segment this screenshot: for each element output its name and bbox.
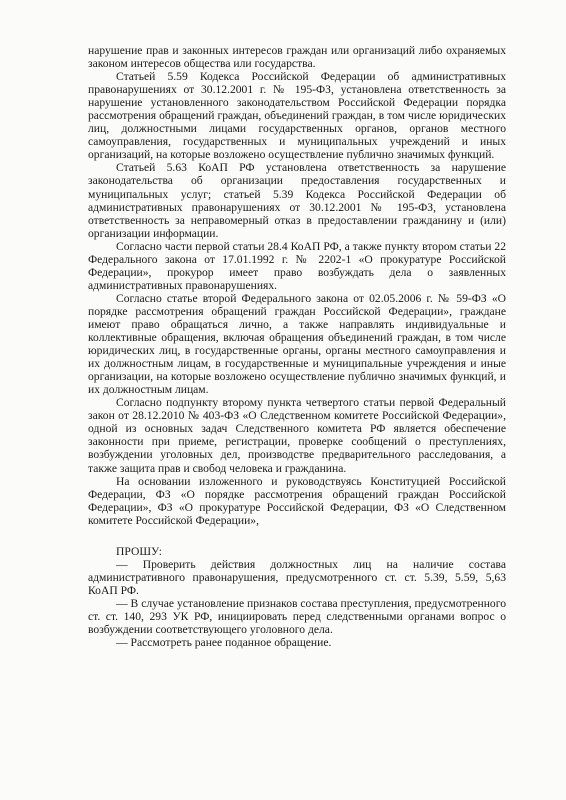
paragraph-intro-continuation: нарушение прав и законных интересов граждан или организаций либо охраняемых законом интересов общества или государства. [88,44,506,71]
paragraph-grounds: На основании изложенного и руководствуясь Конституцией Российской Федерации, ФЗ «О порядке рассмотрения обращений граждан Российской Федерации», ФЗ «О прокуратуре Российской Федерации, ФЗ «О Следственном комитете Российской Федерации», [88,474,506,527]
paragraph-article-5-63: Статьей 5.63 КоАП РФ установлена ответственность за нарушение законодательства об организации предоставления государственных и муниципальных услуг; статьей 5.39 Кодекса Российской Федерации об административных правонарушениях от 30.12.2001 № 195-ФЗ, установлена ответственность за неправомерный отказ в предоставлении гражданину и (или) организации информации. [88,161,506,240]
paragraph-article-28-4: Согласно части первой статьи 28.4 КоАП РФ, а также пункту втором статьи 22 Федерального закона от 17.01.1992 г. № 2202-1 «О прокуратуре Российской Федерации», прокурор имеет право возбуждать дела о заявленных административных правонарушениях. [88,239,506,292]
paragraph-article-5-59: Статьей 5.59 Кодекса Российской Федерации об административных правонарушениях от 30.12.2001 г. № 195-ФЗ, установлена ответственность за нарушение установленного законодательством Российской Федерации порядка рассмотрения обращений граждан, объединений граждан, в том числе юридических лиц, должностными лицами государственных органов, органов местного самоуправления, государственных и муниципальных учреждений и иных организаций, на которые возложено осуществление публично значимых функций. [88,70,506,162]
request-item-3: — Рассмотреть ранее поданное обращение. [116,636,332,650]
document-body [88,44,506,649]
request-heading: ПРОШУ: [116,544,163,558]
paragraph-law-59-fz: Согласно статье второй Федерального закона от 02.05.2006 г. № 59-ФЗ «О порядке рассмотрения обращений граждан Российской Федерации», граждане имеют право обращаться лично, а также направлять индивидуальные и коллективные обращения, включая обращения объединений граждан, в том числе юридических лиц, в государственные органы, органы местного самоуправления и их должностным лицам, в государственные и муниципальные учреждения и иные организации, на которые возложено осуществление публично значимых функций, и их должностным лицам. [88,291,506,397]
paragraph-law-403-fz: Согласно подпункту второму пункта четвертого статьи первой Федеральный закон от 28.12.2010 № 403-ФЗ «О Следственном комитете Российской Федерации», одной из основных задач Следственного комитета РФ является обеспечение законности при приеме, регистрации, проверке сообщений о преступлениях, возбуждении уголовных дел, производстве предварительного расследования, а также защита прав и свобод человека и гражданина. [88,396,506,475]
request-item-1: — Проверить действия должностных лиц на наличие состава административного правонарушения, предусмотренного ст. ст. 5.39, 5.59, 5,63 КоАП РФ. [88,557,506,597]
request-item-2: — В случае установление признаков состава преступления, предусмотренного ст. ст. 140, 293 УК РФ, инициировать перед следственными органами вопрос о возбуждении соответствующего уголовного дела. [88,596,506,637]
